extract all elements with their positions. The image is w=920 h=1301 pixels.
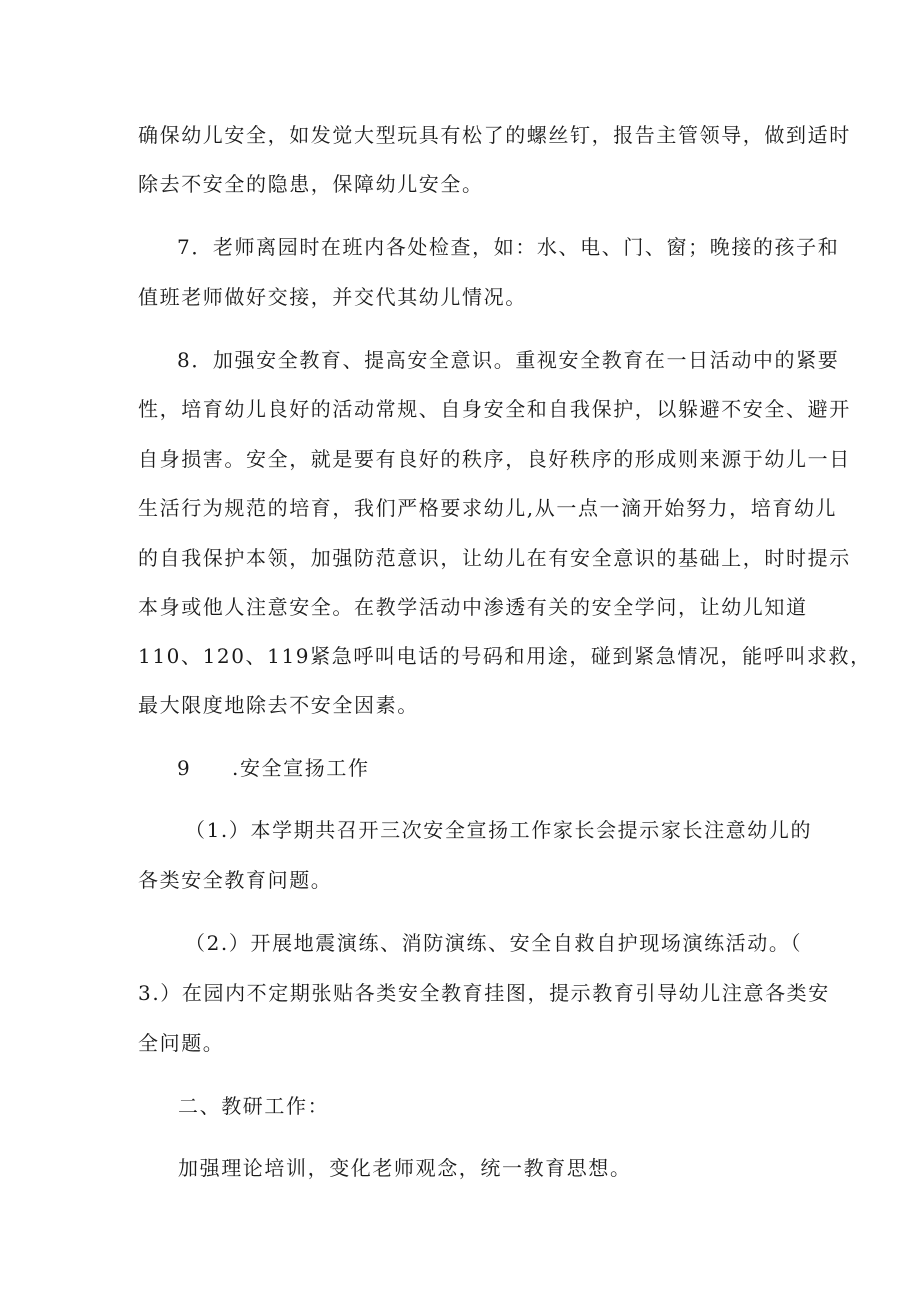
paragraph-line: 确保幼儿安全，如发觉大型玩具有松了的螺丝钉，报告主管领导，做到适时 [138, 123, 851, 147]
paragraph-line: 各类安全教育问题。 [138, 868, 333, 892]
paragraph-line: 值班老师做好交接，并交代其幼儿情况。 [138, 285, 527, 309]
paragraph-line: （2.）开展地震演练、消防演练、安全自救自护现场演练活动。（ [185, 931, 803, 955]
section-number: 9 [177, 756, 192, 780]
section-heading: .安全宣扬工作 [232, 756, 370, 780]
paragraph-line: 7．老师离园时在班内各处检查，如：水、电、门、窗；晚接的孩子和 [177, 235, 840, 259]
paragraph-line: 性，培育幼儿良好的活动常规、自身安全和自我保护，以躲避不安全、避开 [138, 397, 851, 421]
paragraph-line: （1.）本学期共召开三次安全宣扬工作家长会提示家长注意幼儿的 [185, 818, 813, 842]
paragraph-line: 110、120、119紧急呼叫电话的号码和用途，碰到紧急情况，能呼叫求救， [138, 644, 872, 668]
paragraph-line: 3.）在园内不定期张贴各类安全教育挂图，提示教育引导幼儿注意各类安 [138, 981, 830, 1005]
paragraph-line: 加强理论培训，变化老师观念，统一教育思想。 [178, 1156, 632, 1180]
paragraph-line: 全问题。 [138, 1031, 225, 1055]
paragraph-line: 自身损害。安全，就是要有良好的秩序，良好秩序的形成则来源于幼儿一日 [138, 447, 851, 471]
paragraph-line: 最大限度地除去不安全因素。 [138, 693, 419, 717]
paragraph-line: 生活行为规范的培育，我们严格要求幼儿,从一点一滴开始努力，培育幼儿 [138, 496, 838, 520]
section-heading: 二、教研工作： [178, 1094, 330, 1118]
paragraph-line: 8．加强安全教育、提高安全意识。重视安全教育在一日活动中的紧要 [177, 348, 840, 372]
paragraph-line: 除去不安全的隐患，保障幼儿安全。 [138, 172, 484, 196]
paragraph-line: 本身或他人注意安全。在教学活动中渗透有关的安全学问，让幼儿知道 [138, 595, 808, 619]
paragraph-line: 的自我保护本领，加强防范意识，让幼儿在有安全意识的基础上，时时提示 [138, 546, 851, 570]
